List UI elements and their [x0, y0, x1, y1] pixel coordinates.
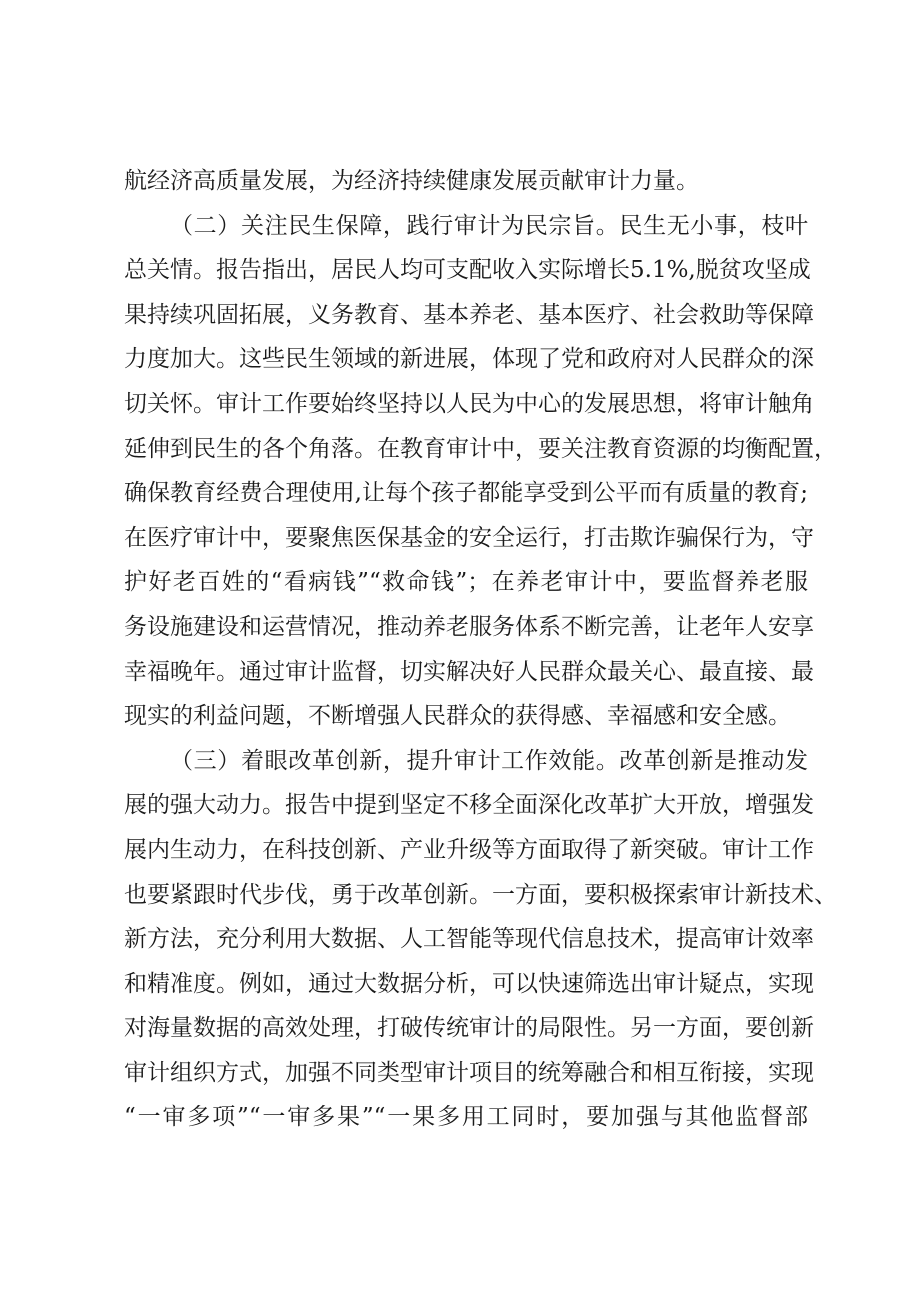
paragraph-heading-line: （三）着眼改革创新，提升审计工作效能。改革创新是推动发	[170, 747, 808, 774]
text-line: 新方法，充分利用大数据、人工智能等现代信息技术，提高审计效率	[124, 926, 814, 953]
text-line: 总关情。报告指出，居民人均可支配收入实际增长5.1%,脱贫攻坚成	[124, 257, 811, 284]
text-line: 幸福晚年。通过审计监督，切实解决好人民群众最关心、最直接、最	[124, 658, 814, 685]
text-line: 展内生动力，在科技创新、产业升级等方面取得了新突破。审计工作	[124, 836, 814, 863]
text-line: 护好老百姓的“看病钱”“救命钱”；在养老审计中，要监督养老服	[124, 569, 808, 596]
text-line: “一审多项”“一审多果”“一果多用工同时，要加强与其他监督部	[124, 1104, 808, 1131]
text-line: 力度加大。这些民生领域的新进展，体现了党和政府对人民群众的深	[124, 346, 814, 373]
text-line: 展的强大动力。报告中提到坚定不移全面深化改革扩大开放，增强发	[124, 792, 814, 819]
text-line: 对海量数据的高效处理，打破传统审计的局限性。另一方面，要创新	[124, 1015, 814, 1042]
text-line: 果持续巩固拓展，义务教育、基本养老、基本医疗、社会救助等保障	[124, 301, 814, 328]
text-line: 延伸到民生的各个角落。在教育审计中，要关注教育资源的均衡配置，	[124, 435, 837, 462]
text-line: 审计组织方式，加强不同类型审计项目的统筹融合和相互衔接，实现	[124, 1059, 814, 1086]
text-line: 现实的利益问题，不断增强人民群众的获得感、幸福感和安全感。	[124, 703, 791, 730]
text-line: 切关怀。审计工作要始终坚持以人民为中心的发展思想，将审计触角	[124, 390, 814, 417]
text-line: 在医疗审计中，要聚焦医保基金的安全运行，打击欺诈骗保行为，守	[124, 524, 814, 551]
body-text	[124, 159, 837, 1140]
text-line: 航经济高质量发展，为经济持续健康发展贡献审计力量。	[124, 168, 699, 194]
paragraph-heading-line: （二）关注民生保障，践行审计为民宗旨。民生无小事，枝叶	[170, 212, 808, 239]
text-line: 务设施建设和运营情况，推动养老服务体系不断完善，让老年人安享	[124, 613, 814, 640]
text-line: 也要紧跟时代步伐，勇于改革创新。一方面，要积极探索审计新技术、	[124, 881, 837, 908]
text-line: 确保教育经费合理使用,让每个孩子都能享受到公平而有质量的教育;	[124, 480, 808, 507]
text-line: 和精准度。例如，通过大数据分析，可以快速筛选出审计疑点，实现	[124, 970, 814, 997]
